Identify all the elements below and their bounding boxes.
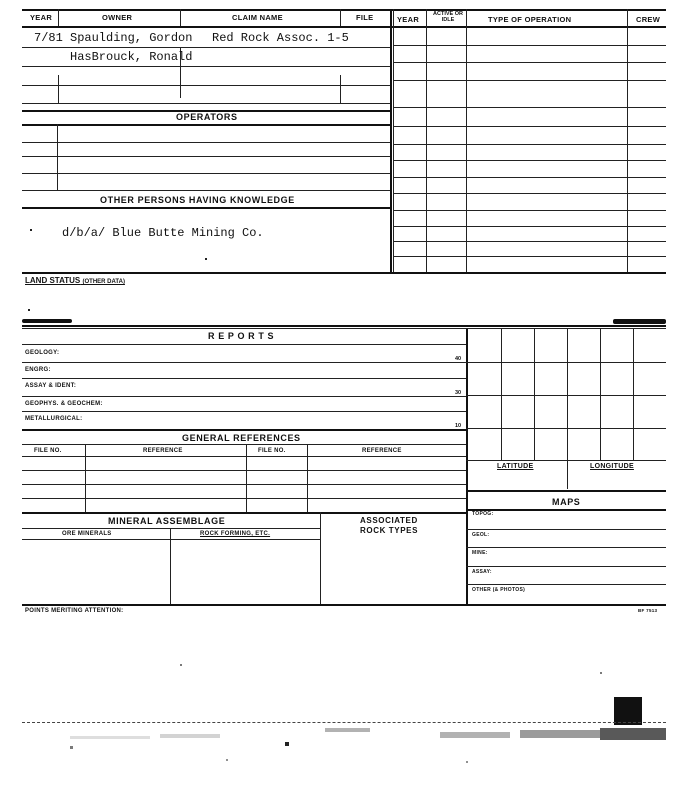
associated-label: ASSOCIATED: [360, 516, 418, 525]
ref-col-file-no-1: FILE NO.: [34, 448, 62, 454]
land-status-subtitle: (OTHER DATA): [82, 279, 125, 285]
header-right-year: YEAR: [397, 15, 420, 24]
header-crew: CREW: [636, 15, 661, 24]
ref-col-file-no-2: FILE NO.: [258, 448, 286, 454]
report-label-geology: GEOLOGY:: [25, 350, 60, 356]
header-file: FILE: [356, 13, 374, 22]
reports-heading: R E P O R T S: [208, 331, 275, 341]
maps-other: OTHER (& PHOTOS): [472, 587, 526, 593]
longitude-label: LONGITUDE: [590, 463, 634, 470]
ref-col-reference-1: REFERENCE: [143, 448, 183, 454]
report-label-metallurgical: METALLURGICAL:: [25, 416, 83, 422]
entry-claim-name: Red Rock Assoc. 1-5: [212, 31, 349, 45]
ore-minerals-label: ORE MINERALS: [62, 531, 112, 537]
entry-year: 7/81: [34, 31, 63, 45]
report-label-assay: ASSAY & IDENT:: [25, 383, 77, 389]
entry-owner-1: Spaulding, Gordon: [70, 31, 193, 45]
operators-heading: OPERATORS: [176, 112, 238, 122]
maps-mine: MINE:: [472, 550, 488, 556]
report-number-assay: 30: [455, 390, 462, 396]
maps-topog: TOPOG:: [472, 511, 494, 517]
header-active-or-idle: ACTIVE OR IDLE: [433, 11, 463, 23]
header-owner: OWNER: [102, 13, 133, 22]
entry-owner-2: HasBrouck, Ronald: [70, 50, 193, 64]
other-persons-entry: d/b/a/ Blue Butte Mining Co.: [62, 226, 264, 240]
ref-col-reference-2: REFERENCE: [362, 448, 402, 454]
report-number-geology: 40: [455, 356, 462, 362]
header-type-of-operation: TYPE OF OPERATION: [488, 15, 572, 24]
report-label-engrg: ENGRG:: [25, 367, 51, 373]
report-number-metallurgical: 10: [455, 423, 462, 429]
mineral-assemblage-heading: MINERAL ASSEMBLAGE: [108, 516, 226, 526]
latitude-label: LATITUDE: [497, 463, 534, 470]
other-persons-heading: OTHER PERSONS HAVING KNOWLEDGE: [100, 195, 295, 205]
maps-assay: ASSAY:: [472, 569, 492, 575]
maps-geol: GEOL:: [472, 532, 490, 538]
header-claim-name: CLAIM NAME: [232, 13, 283, 22]
header-year: YEAR: [30, 13, 53, 22]
maps-heading: MAPS: [552, 497, 581, 507]
points-meriting-attention: POINTS MERITING ATTENTION:: [25, 608, 124, 614]
form-number: BF 7513: [638, 608, 658, 613]
rock-forming-label: ROCK FORMING, ETC.: [200, 531, 271, 537]
land-status-title: LAND STATUS: [25, 276, 81, 285]
rock-types-label: ROCK TYPES: [360, 526, 419, 535]
report-label-geophys: GEOPHYS. & GEOCHEM:: [25, 401, 103, 407]
general-references-heading: GENERAL REFERENCES: [182, 433, 301, 443]
